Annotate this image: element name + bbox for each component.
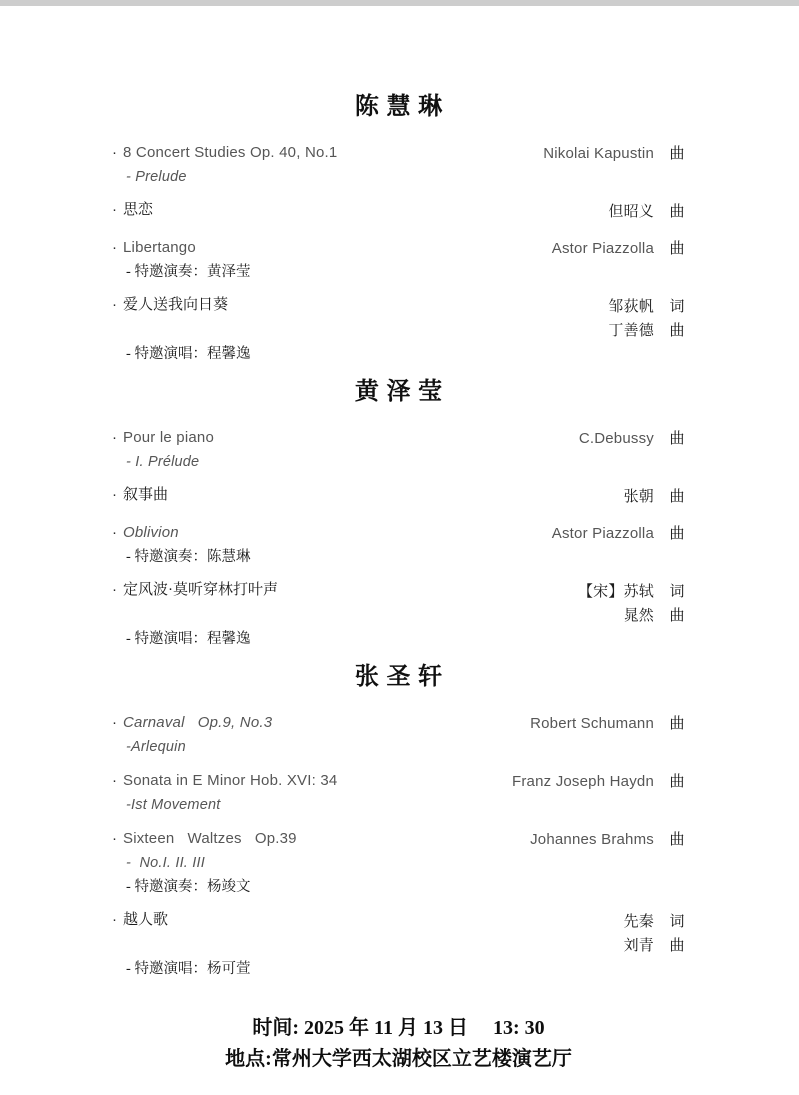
concert-program-page bbox=[0, 6, 799, 1075]
bullet-icon: · bbox=[112, 911, 117, 928]
piece-title: Libertango bbox=[123, 239, 196, 256]
credit-role: 曲 bbox=[669, 146, 685, 162]
performer-name-heading: 陈慧琳 bbox=[354, 94, 450, 120]
credit-line bbox=[608, 319, 685, 343]
credit-line bbox=[530, 712, 685, 736]
bullet-icon: · bbox=[112, 830, 117, 847]
credit-name: Nikolai Kapustin bbox=[543, 145, 654, 162]
credit-role: 曲 bbox=[669, 774, 685, 790]
credit-line bbox=[552, 237, 685, 261]
credit-name: Johannes Brahms bbox=[530, 831, 654, 848]
credit-name: Astor Piazzolla bbox=[551, 525, 654, 542]
credit-line bbox=[579, 427, 685, 451]
credit-name: 丁善德 bbox=[608, 323, 654, 339]
credit-line bbox=[608, 200, 685, 224]
guest-performer-note: - 特邀演奏：黄泽莹 bbox=[126, 264, 251, 280]
program-piece bbox=[112, 200, 685, 224]
program-piece bbox=[112, 910, 685, 979]
performer-section bbox=[112, 662, 685, 979]
piece-subtitle: - No.I. II. III bbox=[126, 855, 205, 871]
bullet-icon: · bbox=[112, 581, 117, 598]
credit-name: Astor Piazzolla bbox=[551, 240, 654, 257]
bullet-icon: · bbox=[112, 524, 117, 541]
piece-title: Sixteen Waltzes Op.39 bbox=[123, 830, 297, 847]
performer-name-heading: 黄泽莹 bbox=[354, 379, 450, 405]
piece-title: 越人歌 bbox=[123, 912, 169, 928]
credit-name: C.Debussy bbox=[578, 430, 654, 447]
credit-line bbox=[624, 485, 685, 509]
performer-section bbox=[112, 92, 685, 364]
guest-performer-note: - 特邀演奏：杨竣文 bbox=[126, 879, 251, 895]
credit-line bbox=[530, 828, 685, 852]
credit-name: 先秦 bbox=[623, 914, 654, 930]
piece-title: 8 Concert Studies Op. 40, No.1 bbox=[123, 144, 338, 161]
event-time: 时间: 2025 年 11 月 13 日 13: 30 bbox=[252, 1017, 545, 1039]
piece-title: 爱人送我向日葵 bbox=[123, 297, 229, 313]
credit-role: 曲 bbox=[669, 431, 685, 447]
credit-line bbox=[578, 580, 685, 604]
credit-name: Franz Joseph Haydn bbox=[511, 773, 654, 790]
credit-role: 词 bbox=[669, 299, 685, 315]
bullet-icon: · bbox=[112, 144, 117, 161]
bullet-icon: · bbox=[112, 486, 117, 503]
piece-title: 思恋 bbox=[123, 202, 154, 218]
credit-line bbox=[552, 522, 685, 546]
credit-line bbox=[624, 910, 685, 934]
program-piece bbox=[112, 580, 685, 649]
event-details-footer bbox=[112, 1013, 685, 1075]
program-piece bbox=[112, 770, 685, 815]
bullet-icon: · bbox=[112, 239, 117, 256]
piece-title: 定风波·莫听穿林打叶声 bbox=[123, 582, 278, 598]
event-venue: 地点:常州大学西太湖校区立艺楼演艺厅 bbox=[225, 1048, 572, 1070]
credit-name: Robert Schumann bbox=[530, 715, 654, 732]
piece-subtitle: - I. Prélude bbox=[126, 454, 200, 470]
credit-role: 曲 bbox=[669, 204, 685, 220]
credit-line bbox=[608, 295, 685, 319]
bullet-icon: · bbox=[112, 296, 117, 313]
piece-subtitle: -Ist Movement bbox=[126, 797, 221, 813]
credit-role: 词 bbox=[669, 914, 685, 930]
credit-line bbox=[543, 142, 685, 166]
guest-singer-note: - 特邀演唱：程馨逸 bbox=[126, 346, 251, 362]
credit-role: 曲 bbox=[669, 608, 685, 624]
credit-role: 曲 bbox=[669, 938, 685, 954]
piece-subtitle: - Prelude bbox=[126, 169, 187, 185]
piece-title: Sonata in E Minor Hob. XVI: 34 bbox=[123, 772, 338, 789]
credit-name: 但昭义 bbox=[608, 204, 654, 220]
program-piece bbox=[112, 427, 685, 472]
performer-section bbox=[112, 377, 685, 649]
credit-line bbox=[578, 604, 685, 628]
piece-title: 叙事曲 bbox=[123, 487, 169, 503]
bullet-icon: · bbox=[112, 429, 117, 446]
credit-name: 晁然 bbox=[623, 608, 654, 624]
program-piece bbox=[112, 828, 685, 897]
credit-name: 【宋】苏轼 bbox=[577, 584, 654, 600]
credit-name: 张朝 bbox=[623, 489, 654, 505]
credit-line bbox=[512, 770, 685, 794]
piece-title: Pour le piano bbox=[123, 429, 214, 446]
bullet-icon: · bbox=[112, 201, 117, 218]
guest-performer-note: - 特邀演奏：陈慧琳 bbox=[126, 549, 251, 565]
guest-singer-note: - 特邀演唱：程馨逸 bbox=[126, 631, 251, 647]
piece-title: Carnaval Op.9, No.3 bbox=[123, 714, 273, 731]
credit-role: 曲 bbox=[669, 832, 685, 848]
credit-name: 刘青 bbox=[623, 938, 654, 954]
piece-subtitle: -Arlequin bbox=[126, 739, 186, 755]
bullet-icon: · bbox=[112, 772, 117, 789]
credit-role: 词 bbox=[669, 584, 685, 600]
credit-line bbox=[624, 934, 685, 958]
guest-singer-note: - 特邀演唱：杨可萱 bbox=[126, 961, 251, 977]
program-piece bbox=[112, 485, 685, 509]
performer-name-heading: 张圣轩 bbox=[354, 664, 450, 690]
program-piece bbox=[112, 237, 685, 282]
credit-role: 曲 bbox=[669, 323, 685, 339]
program-piece bbox=[112, 295, 685, 364]
program-piece bbox=[112, 142, 685, 187]
program-piece bbox=[112, 522, 685, 567]
credit-name: 邹荻帆 bbox=[608, 299, 654, 315]
credit-role: 曲 bbox=[669, 489, 685, 505]
piece-title: Oblivion bbox=[123, 524, 179, 541]
bullet-icon: · bbox=[112, 714, 117, 731]
program-piece bbox=[112, 712, 685, 757]
credit-role: 曲 bbox=[669, 716, 685, 732]
credit-role: 曲 bbox=[669, 526, 685, 542]
credit-role: 曲 bbox=[669, 241, 685, 257]
